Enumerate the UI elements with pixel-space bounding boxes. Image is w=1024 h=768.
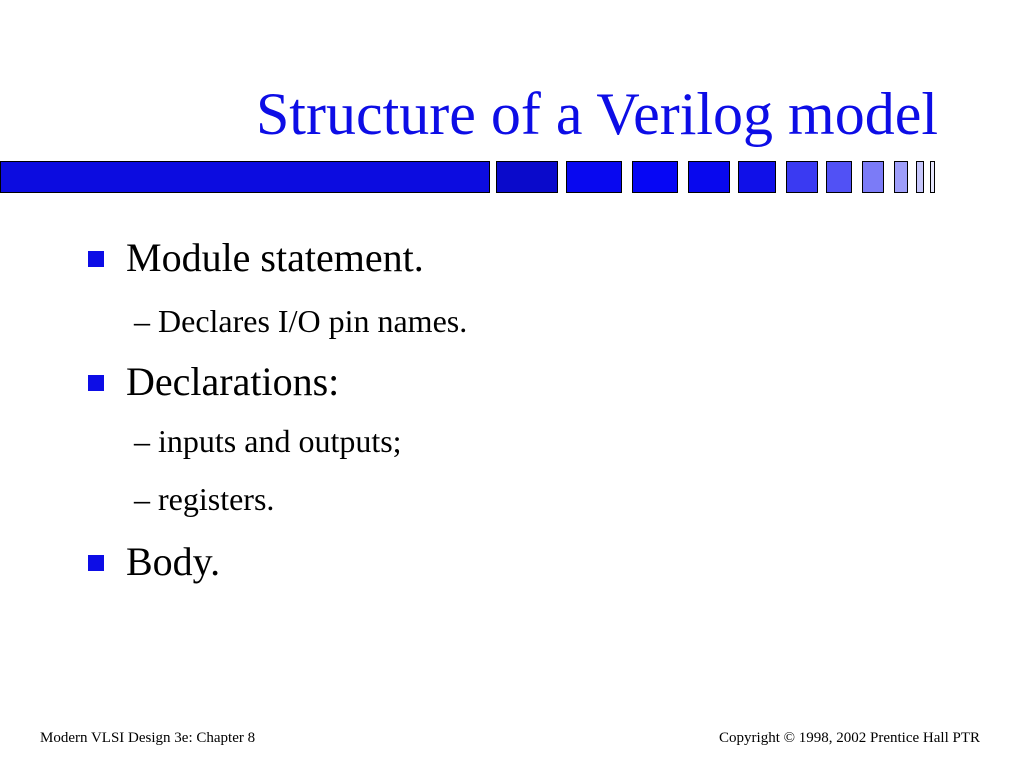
sub-bullet-text: inputs and outputs; [158, 423, 402, 459]
slide-title: Structure of a Verilog model [255, 81, 938, 147]
sub-bullet-item [134, 422, 402, 460]
bullet-text: Declarations: [126, 359, 340, 404]
square-bullet-icon [88, 251, 104, 267]
sub-bullet-text: registers. [158, 481, 275, 517]
dash-bullet-icon: – [134, 423, 150, 459]
square-bullet-icon [88, 555, 104, 571]
dash-bullet-icon: – [134, 481, 150, 517]
sub-bullet-item [134, 480, 274, 518]
footer-copyright: Copyright © 1998, 2002 Prentice Hall PTR [719, 730, 980, 746]
dash-bullet-icon: – [134, 303, 150, 339]
bullet-item [88, 234, 424, 282]
bullet-text: Body. [126, 539, 221, 584]
bullet-item [88, 538, 220, 586]
square-bullet-icon [88, 375, 104, 391]
footer-chapter: Modern VLSI Design 3e: Chapter 8 [40, 730, 256, 746]
bullet-item [88, 358, 339, 406]
sub-bullet-item [134, 302, 467, 340]
bullet-text: Module statement. [126, 235, 424, 280]
sub-bullet-text: Declares I/O pin names. [158, 303, 468, 339]
